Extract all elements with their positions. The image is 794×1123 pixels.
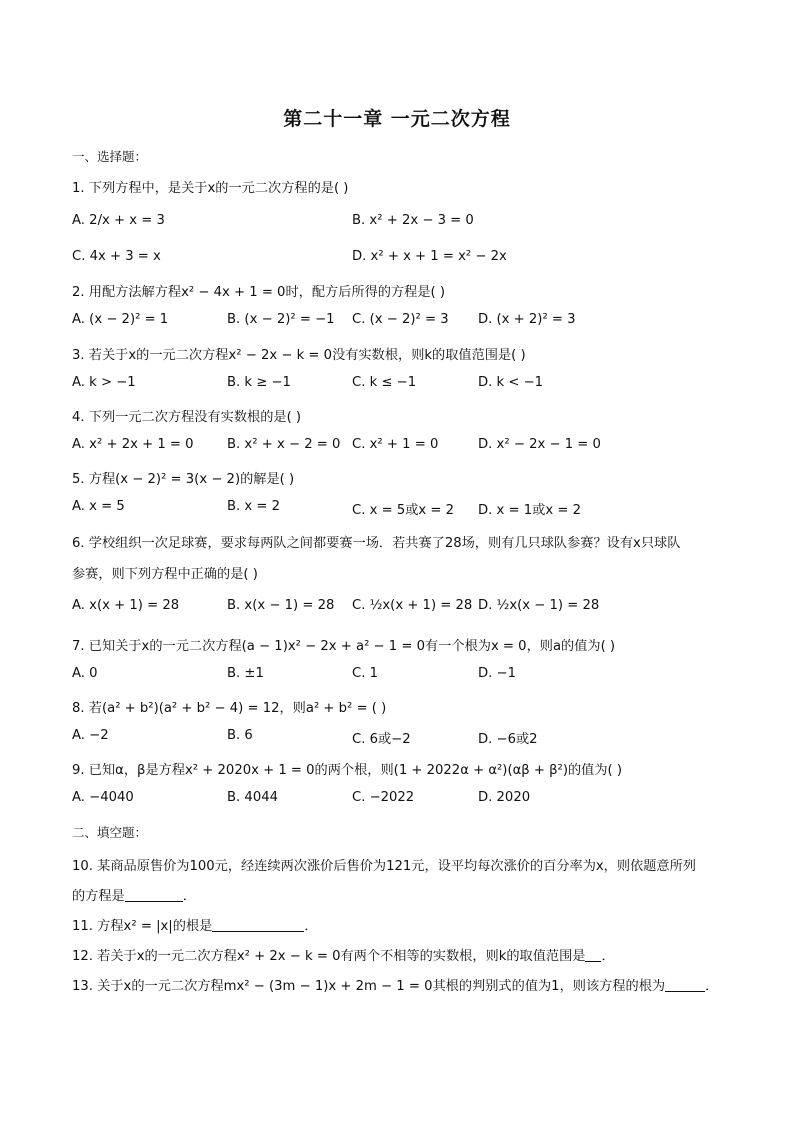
question-13-prefix: 13. 关于x的一元二次方程mx² − (3m − 1)x + 2m − 1 = 0其根的判别式的值为1，则该方程的根为	[72, 979, 666, 994]
question-4-option-c: C. x² + 1 = 0	[352, 437, 439, 452]
question-10-stem: 10. 某商品原售价为100元，经连续两次涨价后售价为121元，设平均每次涨价的百分率为x，则依题意所列	[72, 859, 696, 874]
question-10-stem-continued	[72, 885, 196, 904]
question-7-option-c: C. 1	[352, 666, 378, 681]
question-3-option-b: B. k ≥ −1	[227, 375, 291, 390]
question-3-option-d: D. k < −1	[478, 375, 544, 390]
question-6-stem-continued: 参赛，则下列方程中正确的是( )	[72, 567, 258, 582]
question-12-line	[72, 945, 615, 964]
question-9-stem: 9. 已知α，β是方程x² + 2020x + 1 = 0的两个根，则(1 + 2022α + α²)(αβ + β²)的值为( )	[72, 763, 623, 778]
section-fill-heading: 二、填空题：	[72, 825, 148, 840]
question-10-prefix: 的方程是	[72, 889, 125, 904]
question-6-option-b: B. x(x − 1) = 28	[227, 598, 335, 613]
question-1-option-b: B. x² + 2x − 3 = 0	[352, 213, 474, 228]
question-10-answer-blank[interactable]	[125, 889, 183, 902]
question-9-option-b: B. 4044	[227, 790, 278, 805]
question-9-option-c: C. −2022	[352, 790, 415, 805]
question-11-suffix: ．	[304, 919, 318, 934]
question-13-answer-blank[interactable]	[665, 979, 705, 992]
question-8-option-b: B. 6	[227, 728, 253, 743]
question-5-option-d: D. x = 1或x = 2	[478, 503, 581, 518]
question-12-answer-blank[interactable]	[585, 949, 601, 962]
question-5-option-a: A. x = 5	[72, 499, 125, 514]
section-choice-heading: 一、选择题：	[72, 149, 148, 164]
question-5-option-b: B. x = 2	[227, 499, 281, 514]
question-11-answer-blank[interactable]	[212, 919, 304, 932]
question-2-option-c: C. (x − 2)² = 3	[352, 312, 449, 327]
page-title: 第二十一章 一元二次方程	[283, 108, 511, 130]
question-3-option-a: A. k > −1	[72, 375, 136, 390]
question-1-option-c: C. 4x + 3 = x	[72, 249, 161, 264]
question-8-option-c: C. 6或−2	[352, 732, 411, 747]
question-3-option-c: C. k ≤ −1	[352, 375, 417, 390]
question-10-suffix: ．	[182, 889, 196, 904]
question-7-option-b: B. ±1	[227, 666, 264, 681]
question-8-option-d: D. −6或2	[478, 732, 538, 747]
question-1-option-d: D. x² + x + 1 = x² − 2x	[352, 249, 507, 264]
question-6-option-c: C. ½x(x + 1) = 28	[352, 598, 473, 613]
question-12-prefix: 12. 若关于x的一元二次方程x² + 2x − k = 0有两个不相等的实数根，则k的取值范围是	[72, 949, 586, 964]
question-6-option-d: D. ½x(x − 1) = 28	[478, 598, 600, 613]
question-4-option-d: D. x² − 2x − 1 = 0	[478, 437, 601, 452]
question-9-option-d: D. 2020	[478, 790, 531, 805]
question-7-option-a: A. 0	[72, 666, 98, 681]
question-13-line	[72, 975, 718, 994]
question-5-option-c: C. x = 5或x = 2	[352, 503, 455, 518]
question-2-option-a: A. (x − 2)² = 1	[72, 312, 169, 327]
question-2-option-b: B. (x − 2)² = −1	[227, 312, 335, 327]
question-7-option-d: D. −1	[478, 666, 516, 681]
question-7-stem: 7. 已知关于x的一元二次方程(a − 1)x² − 2x + a² − 1 = 0有一个根为x = 0，则a的值为( )	[72, 639, 616, 654]
question-11-line	[72, 915, 318, 934]
question-8-option-a: A. −2	[72, 728, 109, 743]
question-9-option-a: A. −4040	[72, 790, 134, 805]
question-11-prefix: 11. 方程x² = |x|的根是	[72, 919, 213, 934]
question-6-stem: 6. 学校组织一次足球赛，要求每两队之间都要赛一场．若共赛了28场，则有几只球队参赛？设有x只球队	[72, 536, 681, 551]
question-4-option-a: A. x² + 2x + 1 = 0	[72, 437, 194, 452]
question-4-stem: 4. 下列一元二次方程没有实数根的是( )	[72, 410, 302, 425]
question-2-stem: 2. 用配方法解方程x² − 4x + 1 = 0时，配方后所得的方程是( )	[72, 285, 445, 300]
question-4-option-b: B. x² + x − 2 = 0	[227, 437, 341, 452]
question-1-stem: 1. 下列方程中，是关于x的一元二次方程的是( )	[72, 181, 349, 196]
question-13-suffix: ．	[705, 979, 719, 994]
question-5-stem: 5. 方程(x − 2)² = 3(x − 2)的解是( )	[72, 472, 295, 487]
question-3-stem: 3. 若关于x的一元二次方程x² − 2x − k = 0没有实数根，则k的取值范围是( )	[72, 348, 526, 363]
question-6-option-a: A. x(x + 1) = 28	[72, 598, 180, 613]
question-8-stem: 8. 若(a² + b²)(a² + b² − 4) = 12，则a² + b² = ( )	[72, 701, 387, 716]
question-12-suffix: ．	[601, 949, 615, 964]
question-2-option-d: D. (x + 2)² = 3	[478, 312, 576, 327]
question-1-option-a: A. 2/x + x = 3	[72, 213, 165, 228]
